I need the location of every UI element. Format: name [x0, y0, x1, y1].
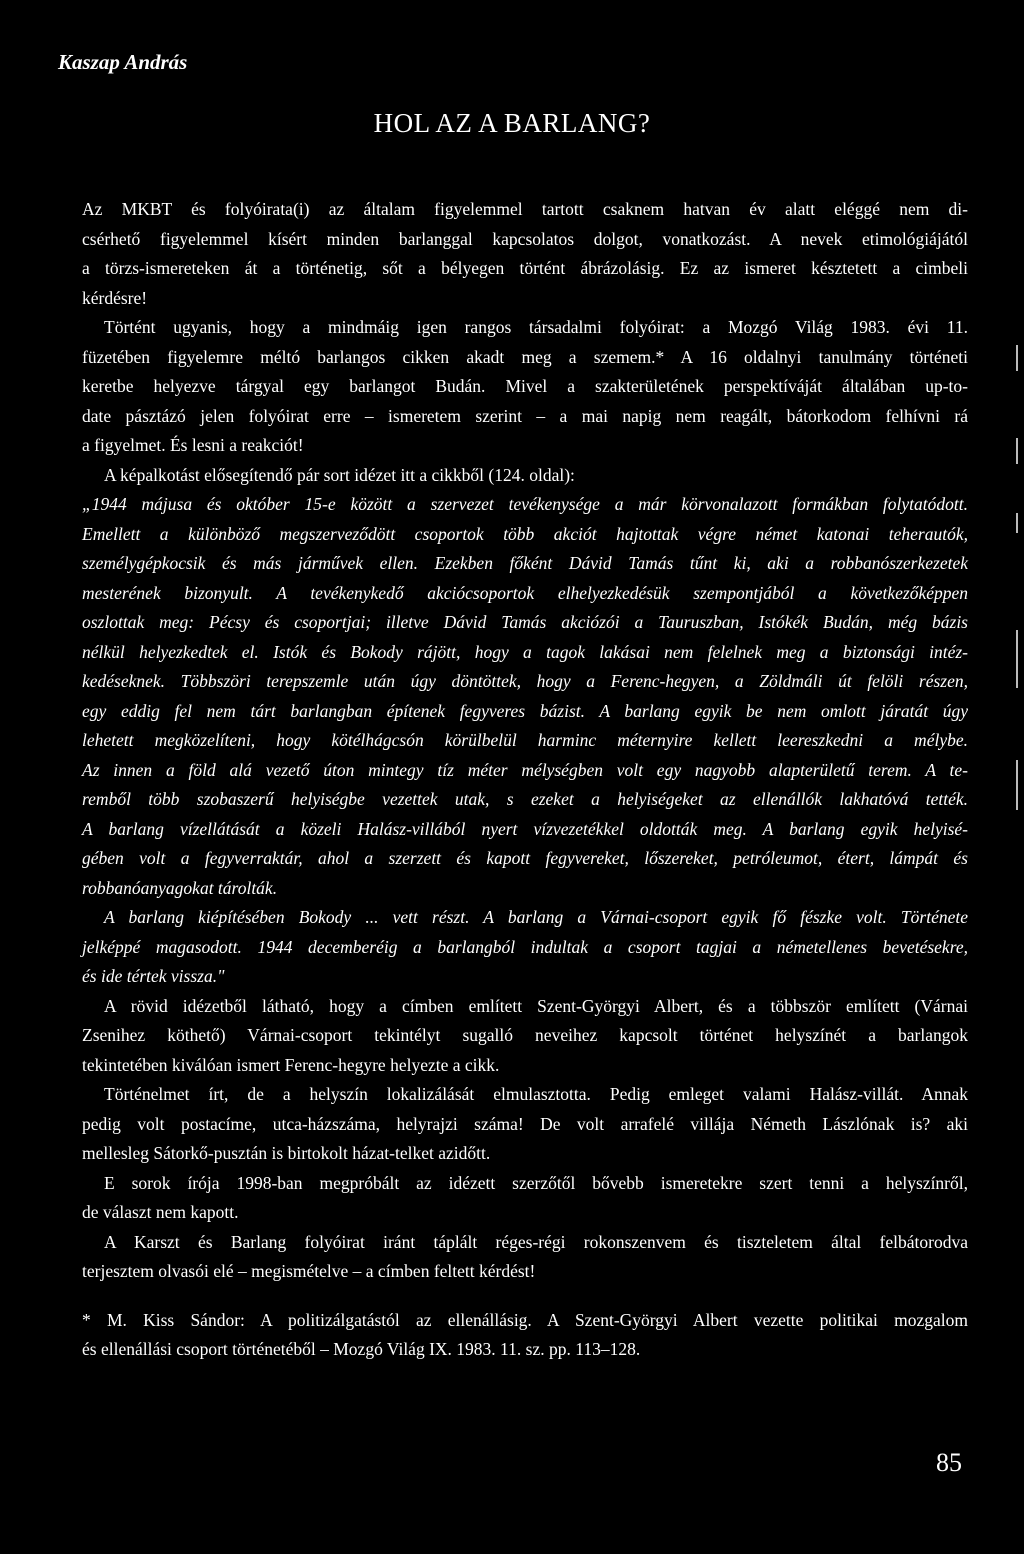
text-line: tekintetében kiválóan ismert Ferenc-hegyre helyezte a cikk.	[82, 1054, 500, 1075]
text-line: nélkül helyezkedtek el. Istók és Bokody rájött, hogy a tagok lakásai nem felelnek meg a biztonsági intéz-	[82, 641, 968, 662]
author-name: Kaszap András	[58, 50, 188, 74]
text-line: csérhető figyelemmel kísért minden barlanggal kapcsolatos dolgot, vonatkozást. A nevek etimológiájától	[82, 228, 968, 249]
text-line: A barlang kiépítésében Bokody ... vett részt. A barlang a Várnai-csoport egyik fő fészke volt. Története	[104, 907, 968, 927]
text-line: mellesleg Sátorkő-pusztán is birtokolt házat-telket azidőtt.	[82, 1143, 491, 1163]
text-line: terjesztem olvasói elé – megismételve – a címben feltett kérdést!	[82, 1261, 536, 1281]
text-line: egy eddig fel nem tárt barlangban építenek fegyveres bázist. A barlang egyik be nem omlott járatát úgy	[82, 700, 968, 721]
text-line: A Karszt és Barlang folyóirat iránt táplált réges-régi rokonszenvem és tiszteletem által felbátorodva	[104, 1231, 968, 1252]
main-text	[82, 195, 968, 1287]
article-title: HOL AZ A BARLANG?	[373, 108, 651, 138]
text-line: „1944 májusa és október 15-e között a szervezet tevékenysége a már körvonalazott formákban folytatódott.	[82, 494, 968, 514]
scan-edge-mark	[1016, 513, 1018, 533]
text-line: A rövid idézetből látható, hogy a címben említett Szent-Györgyi Albert, és a többször említett (Várnai	[104, 995, 968, 1016]
footnote-line: és ellenállási csoport történetéből – Mozgó Világ IX. 1983. 11. sz. pp. 113–128.	[82, 1339, 641, 1359]
text-line: kérdésre!	[82, 287, 148, 308]
article-body	[82, 195, 968, 1365]
text-line: a figyelmet. És lesni a reakciót!	[82, 435, 304, 455]
text-line: Történt ugyanis, hogy a mindmáig igen rangos társadalmi folyóirat: a Mozgó Világ 1983. évi 11.	[104, 317, 968, 337]
text-line: robbanóanyagokat tárolták.	[82, 877, 278, 898]
text-line: gében volt a fegyverraktár, ahol a szerzett és kapott fegyvereket, lőszereket, petróleumot, étert, lámpát és	[82, 848, 968, 868]
text-line: Történelmet írt, de a helyszín lokalizálását elmulasztotta. Pedig emleget valami Halász-villát. Annak	[104, 1084, 968, 1104]
text-line: személygépkocsik és más járművek ellen. Ezekben főként Dávid Tamás tűnt ki, aki a robbanószerkezetek	[82, 553, 968, 573]
footnote-line: * M. Kiss Sándor: A politizálgatástól az ellenállásig. A Szent-Györgyi Albert vezette politikai mozgalom	[82, 1309, 968, 1330]
footnote	[82, 1306, 968, 1365]
text-line: E sorok írója 1998-ban megpróbált az idézett szerzőtől bővebb ismeretekre szert tenni a helyszínről,	[104, 1172, 968, 1193]
text-line: A képalkotást elősegítendő pár sort idézet itt a cikkből (124. oldal):	[104, 464, 575, 485]
scan-edge-mark	[1016, 438, 1018, 464]
scan-edge-mark	[1016, 760, 1018, 810]
page-number: 85	[936, 1448, 962, 1477]
text-line: de választ nem kapott.	[82, 1202, 239, 1222]
text-line: Zsenihez köthető) Várnai-csoport tekintélyt sugalló neveihez kapcsolt történet helyszínét a barlangok	[82, 1025, 968, 1045]
text-line: kedéseknek. Többszöri terepszemle után úgy döntöttek, hogy a Ferenc-hegyen, a Zöldmáli út felöli részen,	[82, 671, 968, 691]
text-line: Emellett a különböző megszerveződött csoportok több akciót hajtottak végre német katonai teherautók,	[82, 523, 968, 544]
text-line: mesterének bizonyult. A tevékenykedő akciócsoportok elhelyezkedésük szempontjából a következőképpen	[82, 582, 968, 603]
text-line: lehetett megközelíteni, hogy kötélhágcsón körülbelül harminc méternyire kellett leereszkedni a mélybe.	[82, 730, 968, 750]
text-line: remből több szobaszerű helyiségbe vezettek utak, s ezeket a helyiségeket az ellenállók lakhatóvá tették.	[82, 789, 968, 809]
text-line: és ide tértek vissza."	[82, 966, 225, 986]
text-line: a törzs-ismereteken át a történetig, sőt a bélyegen történt ábrázolásig. Ez az ismeret késztetett a cimbeli	[82, 258, 968, 278]
text-line: Az innen a föld alá vezető úton mintegy tíz méter mélységben volt egy nagyobb alapterületű terem. A te-	[82, 759, 968, 780]
text-line: date pásztázó jelen folyóirat erre – ismeretem szerint – a mai napig nem reagált, bátorkodom felhívni rá	[82, 405, 968, 426]
text-line: oszlottak meg: Pécsy és csoportjai; illetve Dávid Tamás akciózói a Tauruszban, Istókék Budán, még bázis	[82, 612, 968, 632]
text-line: A barlang vízellátását a közeli Halász-villából nyert vízvezetékkel oldották meg. A barlang egyik helyisé-	[82, 818, 968, 839]
text-line: pedig volt postacíme, utca-házszáma, helyrajzi száma! De volt arrafelé villája Németh Lászlónak is? aki	[82, 1113, 968, 1134]
scan-edge-mark	[1016, 630, 1018, 688]
text-line: keretbe helyezve tárgyal egy barlangot Budán. Mivel a szakterületének perspektíváját általában up-to-	[82, 376, 968, 396]
text-line: jelképpé magasodott. 1944 decemberéig a barlangból indultak a csoport tagjai a németellenes bevetésekre,	[82, 936, 968, 957]
text-line: füzetében figyelemre méltó barlangos cikken akadt meg a szemem.* A 16 oldalnyi tanulmány történeti	[82, 346, 968, 367]
text-line: Az MKBT és folyóirata(i) az általam figyelemmel tartott csaknem hatvan év alatt eléggé nem di-	[82, 199, 968, 219]
scan-edge-mark	[1016, 345, 1018, 371]
